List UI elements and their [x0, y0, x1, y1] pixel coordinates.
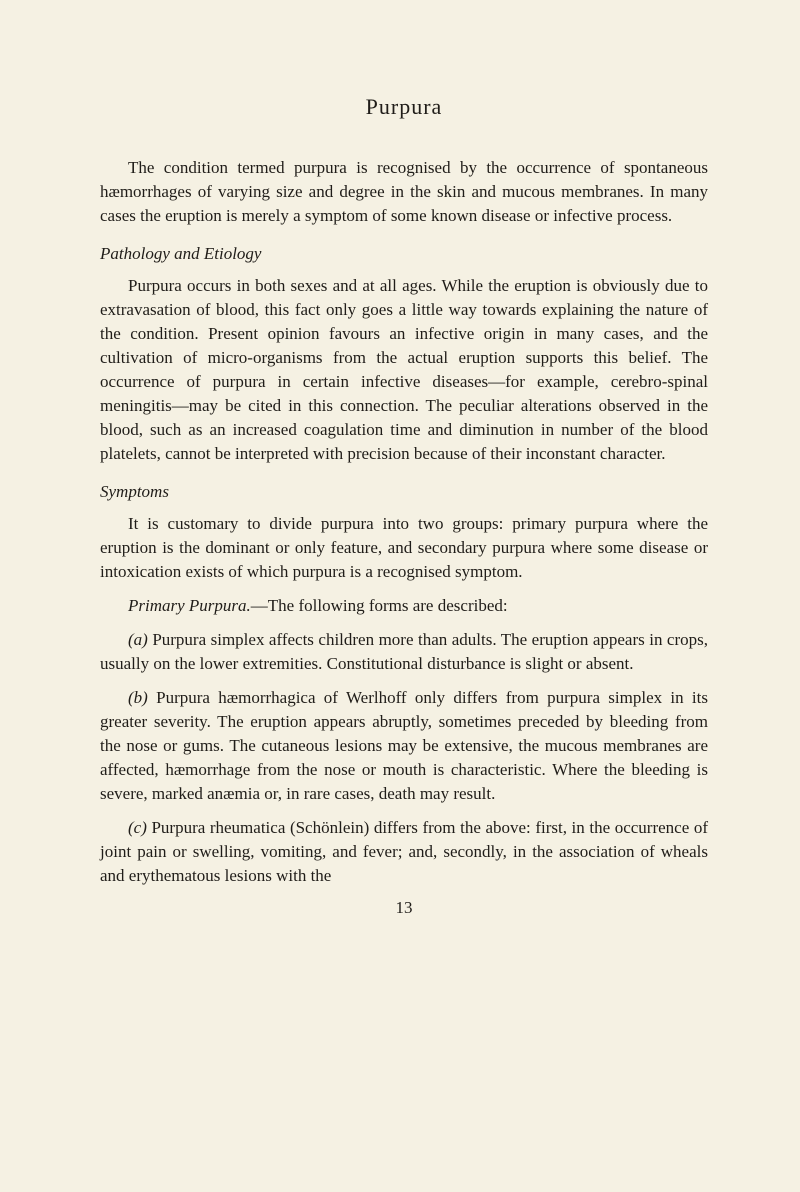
page-title: Purpura — [365, 94, 443, 119]
list-item-b-label: (b) — [128, 688, 148, 707]
list-item-c-text: Purpura rheumatica (Schönlein) differs from the above: first, in the occurrence of joint pain or swelling, vomiting, and fever; and, secondly, in the association of wheals and erythematous lesions with the — [100, 818, 708, 885]
symptoms-paragraph: It is customary to divide purpura into two groups: primary purpura where the eruption is the dominant or only feature, and secondary purpura where some disease or intoxication exists of which purpura is a recognised symptom. — [100, 514, 708, 581]
page-number: 13 — [395, 898, 413, 917]
primary-purpura-lead-label: Primary Purpura. — [128, 596, 251, 615]
pathology-paragraph: Purpura occurs in both sexes and at all ages. While the eruption is obviously due to extravasation of blood, this fact only goes a little way towards explaining the nature of the condition. Present opinion favours an infective origin in many cases, and the cultivation of micro-organisms from the actual eruption supports this belief. The occurrence of purpura in certain infective diseases—for example, cerebro-spinal meningitis—may be cited in this connection. The peculiar alterations observed in the blood, such as an increased coagulation time and diminution in number of the blood platelets, cannot be interpreted with precision because of their inconstant character. — [100, 276, 708, 463]
list-item-a-text: Purpura simplex affects children more than adults. The eruption appears in crops, usually on the lower extremities. Constitutional disturbance is slight or absent. — [100, 630, 708, 673]
intro-paragraph: The condition termed purpura is recognised by the occurrence of spontaneous hæmorrhages of varying size and degree in the skin and mucous membranes. In many cases the eruption is merely a symptom of some known disease or infective process. — [100, 158, 708, 225]
primary-purpura-lead-rest: —The following forms are described: — [250, 596, 508, 615]
primary-purpura-lead — [100, 594, 708, 618]
section-heading-pathology-etiology: Pathology and Etiology — [100, 244, 262, 263]
list-item-a — [100, 628, 708, 676]
list-item-a-label: (a) — [128, 630, 148, 649]
list-item-b-text: Purpura hæmorrhagica of Werlhoff only differs from purpura simplex in its greater severity. The eruption appears abruptly, sometimes preceded by bleeding from the nose or gums. The cutaneous lesions may be extensive, the mucous membranes are affected, hæmorrhage from the nose or mouth is characteristic. Where the bleeding is severe, marked anæmia or, in rare cases, death may result. — [100, 688, 708, 803]
section-heading-symptoms: Symptoms — [100, 482, 169, 501]
list-item-c — [100, 816, 708, 888]
list-item-b — [100, 686, 708, 806]
list-item-c-label: (c) — [128, 818, 147, 837]
